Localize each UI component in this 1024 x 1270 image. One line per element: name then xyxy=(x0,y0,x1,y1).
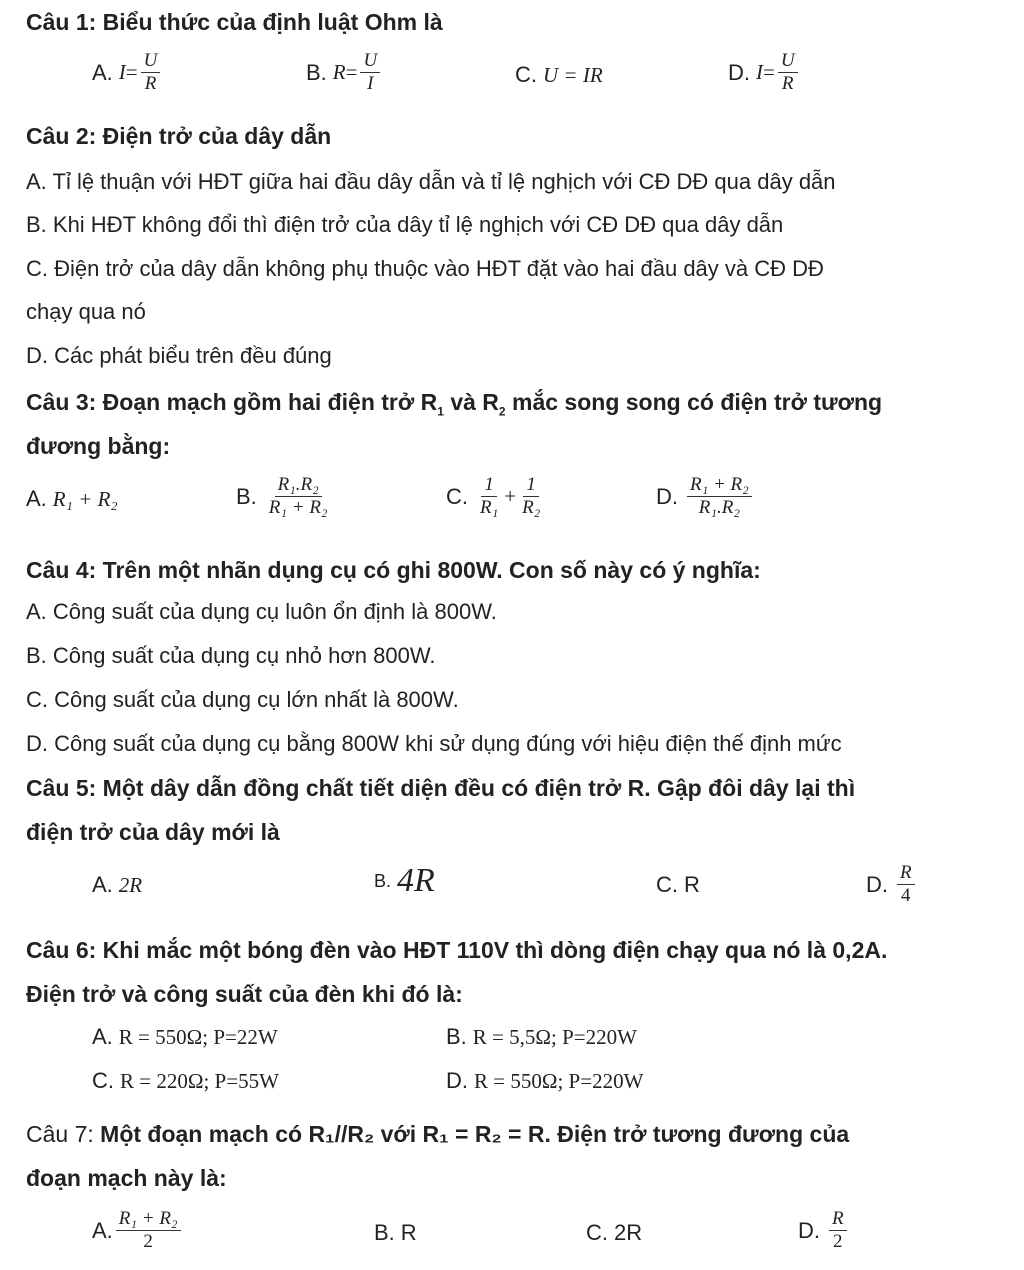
q4-option-b[interactable]: B. Công suất của dụng cụ nhỏ hơn 800W. xyxy=(26,643,436,668)
q5-option-a[interactable] xyxy=(92,872,142,898)
q4-option-a[interactable]: A. Công suất của dụng cụ luôn ổn định là 800W. xyxy=(26,599,497,624)
q3-option-b[interactable] xyxy=(236,474,334,519)
subscript: 2 xyxy=(498,404,506,419)
math-expr: R = 550Ω; P=220W xyxy=(474,1068,644,1093)
fraction xyxy=(266,474,331,519)
q6-option-a[interactable] xyxy=(92,1024,278,1050)
denominator: R₂ xyxy=(522,497,541,518)
math-expr: 2R xyxy=(118,872,143,897)
math-expr: R = 550Ω; P=22W xyxy=(118,1024,278,1049)
numerator: U xyxy=(360,50,380,73)
math-var: I xyxy=(756,60,763,84)
question-1-stem: Câu 1: Biểu thức của định luật Ohm là xyxy=(26,9,443,35)
math-op: + xyxy=(504,484,517,508)
fraction xyxy=(778,50,798,95)
q7-option-d[interactable] xyxy=(798,1208,850,1253)
stem-text: mắc song song có điện trở tương xyxy=(505,389,883,415)
option-label: A. xyxy=(92,1024,113,1049)
numerator: R₁.R₂ xyxy=(275,474,322,497)
stem-text: Câu 3: Đoạn mạch gồm hai điện trở R xyxy=(26,389,438,415)
fraction xyxy=(829,1208,847,1253)
fraction xyxy=(116,1208,181,1253)
q6-option-c[interactable] xyxy=(92,1068,279,1094)
q5-option-c[interactable] xyxy=(656,872,700,898)
question-7-stem xyxy=(26,1112,849,1156)
question-3-stem-continued: đương bằng: xyxy=(26,433,171,459)
q5-option-d[interactable] xyxy=(866,862,918,907)
question-6-stem-continued: Điện trở và công suất của đèn khi đó là: xyxy=(26,981,463,1007)
option-label: B. xyxy=(374,1220,395,1245)
option-label: C. xyxy=(586,1220,608,1245)
question-5-stem-continued: điện trở của dây mới là xyxy=(26,819,280,845)
fraction xyxy=(897,862,915,907)
option-label: B. xyxy=(446,1024,467,1049)
q6-option-d[interactable] xyxy=(446,1068,643,1094)
numerator: R₁ + R₂ xyxy=(687,474,752,497)
option-label: C. xyxy=(92,1068,114,1093)
denominator: R₁ xyxy=(480,497,499,518)
math-var: I xyxy=(118,60,126,84)
q7-option-a[interactable] xyxy=(92,1208,184,1253)
question-6-stem: Câu 6: Khi mắc một bóng đèn vào HĐT 110V thì dòng điện chạy qua nó là 0,2A. xyxy=(26,937,888,963)
stem-text: Một đoạn mạch có R₁//R₂ với R₁ = R₂ = R. Điện trở tương đương của xyxy=(93,1121,850,1147)
q1-option-c[interactable] xyxy=(515,62,603,88)
math-expr: U = IR xyxy=(543,62,603,87)
math-op: = xyxy=(345,60,358,84)
option-label: D. xyxy=(656,483,678,509)
option-label: D. xyxy=(866,871,888,897)
q4-option-d[interactable]: D. Công suất của dụng cụ bằng 800W khi sử dụng đúng với hiệu điện thế định mức xyxy=(26,731,842,756)
option-label: D. xyxy=(446,1068,468,1093)
option-label: B. xyxy=(236,483,257,509)
option-label: B. xyxy=(374,870,392,891)
option-label: C. xyxy=(515,62,537,87)
fraction xyxy=(687,474,752,519)
question-number: Câu 7: xyxy=(26,1121,94,1147)
q2-option-b[interactable]: B. Khi HĐT không đổi thì điện trở của dây tỉ lệ nghịch với CĐ DĐ qua dây dẫn xyxy=(26,212,784,237)
q1-option-a[interactable] xyxy=(92,50,163,95)
numerator: R xyxy=(829,1208,847,1231)
stem-text: và R xyxy=(443,389,499,415)
q4-option-c[interactable]: C. Công suất của dụng cụ lớn nhất là 800W. xyxy=(26,687,459,712)
question-7-stem-continued: đoạn mạch này là: xyxy=(26,1165,227,1191)
question-4-stem: Câu 4: Trên một nhãn dụng cụ có ghi 800W. Con số này có ý nghĩa: xyxy=(26,557,761,583)
denominator: I xyxy=(367,73,374,94)
option-label: D. xyxy=(798,1217,820,1243)
denominator: R xyxy=(781,73,794,94)
option-label: C. xyxy=(656,872,678,897)
q3-option-a[interactable] xyxy=(26,486,118,512)
fraction xyxy=(141,50,161,95)
math-expr: R = 5,5Ω; P=220W xyxy=(472,1024,637,1049)
numerator: 1 xyxy=(523,474,539,497)
denominator: R₁.R₂ xyxy=(698,497,740,518)
fraction xyxy=(519,474,543,519)
denominator: R₁ + R₂ xyxy=(268,497,328,518)
q5-option-b[interactable] xyxy=(374,862,435,900)
math-expr: 2R xyxy=(614,1220,643,1245)
option-label: A. xyxy=(92,1217,113,1243)
numerator: R₁ + R₂ xyxy=(116,1208,181,1231)
question-5-stem: Câu 5: Một dây dẫn đồng chất tiết diện đều có điện trở R. Gập đôi dây lại thì xyxy=(26,775,856,801)
fraction xyxy=(360,50,380,95)
q2-option-d[interactable]: D. Các phát biểu trên đều đúng xyxy=(26,343,332,368)
denominator: 4 xyxy=(901,885,911,906)
q7-option-b[interactable] xyxy=(374,1220,417,1246)
denominator: 2 xyxy=(833,1231,843,1252)
fraction xyxy=(477,474,501,519)
option-label: A. xyxy=(92,59,113,85)
option-label: A. xyxy=(92,872,113,897)
q7-option-c[interactable] xyxy=(586,1220,642,1246)
q1-option-b[interactable] xyxy=(306,50,383,95)
numerator: U xyxy=(778,50,798,73)
math-expr: R xyxy=(684,872,700,897)
q2-option-a[interactable]: A. Tỉ lệ thuận với HĐT giữa hai đầu dây dẫn và tỉ lệ nghịch với CĐ DĐ qua dây dẫn xyxy=(26,169,836,194)
math-expr: 4R xyxy=(397,862,435,899)
numerator: U xyxy=(141,50,161,73)
option-label: A. xyxy=(26,486,47,511)
numerator: R xyxy=(897,862,915,885)
math-op: = xyxy=(763,60,775,84)
numerator: 1 xyxy=(481,474,497,497)
question-2-stem: Câu 2: Điện trở của dây dẫn xyxy=(26,123,332,149)
option-label: C. xyxy=(446,483,468,509)
math-expr: R₁ + R₂ xyxy=(52,486,118,511)
option-label: D. xyxy=(728,59,750,85)
math-expr: R xyxy=(400,1220,417,1245)
denominator: 2 xyxy=(143,1231,153,1252)
math-expr: R = 220Ω; P=55W xyxy=(120,1068,279,1093)
subscript: 1 xyxy=(437,404,444,419)
q3-option-c[interactable] xyxy=(446,474,546,519)
q2-option-c[interactable]: C. Điện trở của dây dẫn không phụ thuộc vào HĐT đặt vào hai đầu dây và CĐ DĐ xyxy=(26,256,824,281)
math-op: = xyxy=(125,60,138,84)
q6-option-b[interactable] xyxy=(446,1024,637,1050)
option-label: B. xyxy=(306,59,327,85)
q2-option-c-continued: chạy qua nó xyxy=(26,299,146,324)
denominator: R xyxy=(144,73,157,94)
q3-option-d[interactable] xyxy=(656,474,755,519)
q1-option-d[interactable] xyxy=(728,50,801,95)
math-var: R xyxy=(332,60,346,84)
